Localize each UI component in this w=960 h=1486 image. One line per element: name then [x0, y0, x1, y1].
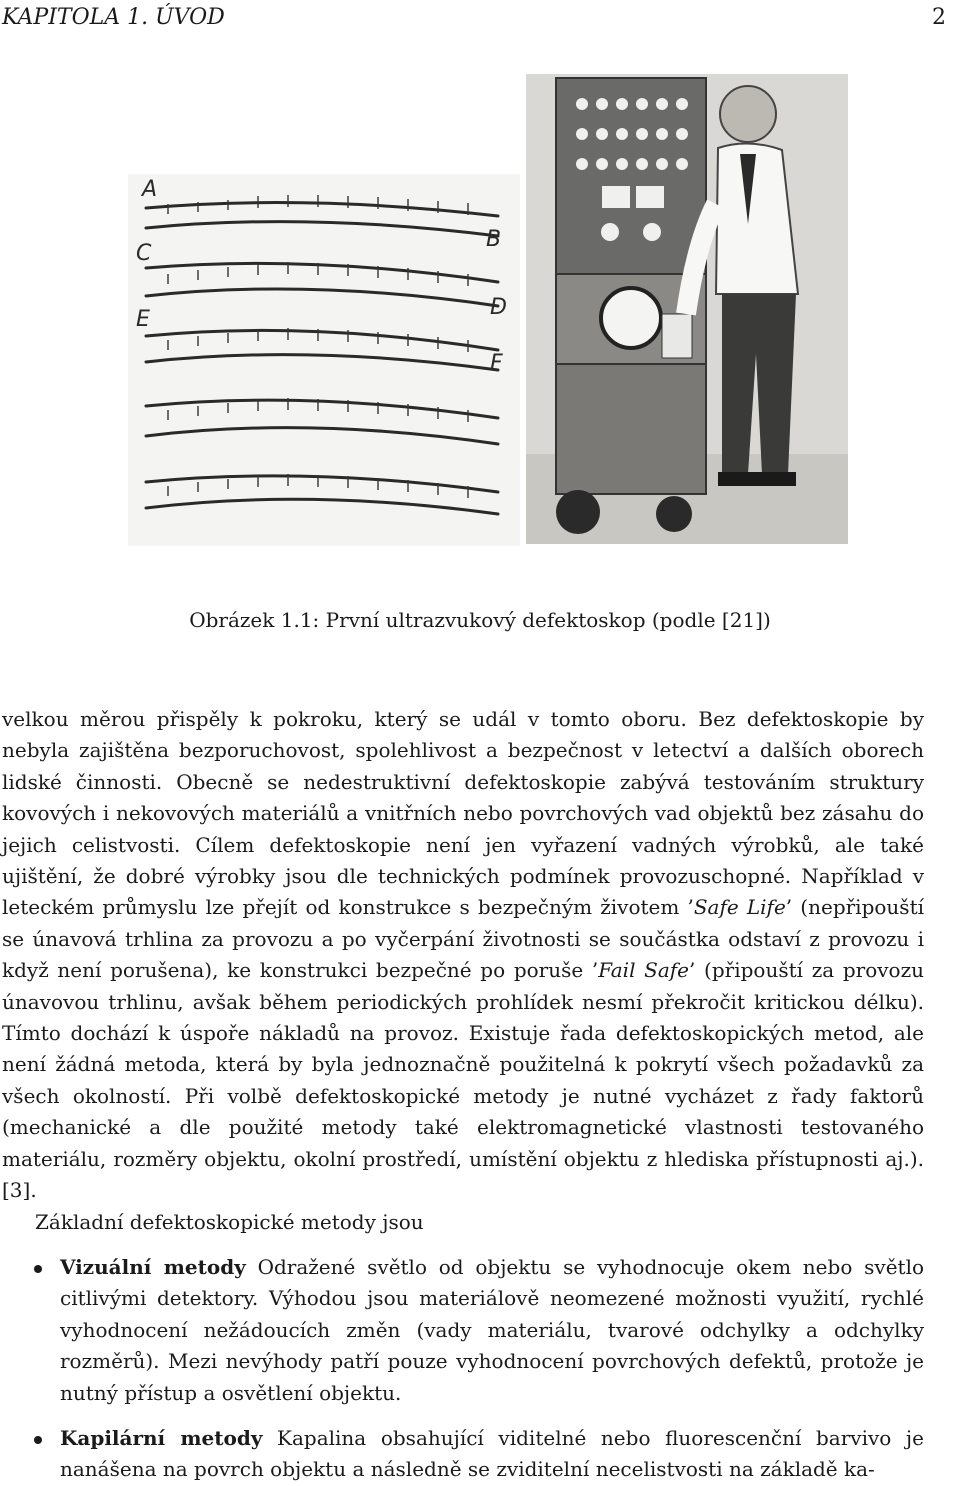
- method-term: Vizuální metody: [60, 1254, 246, 1279]
- trace-label-e: E: [136, 307, 150, 332]
- defectoscope-machine-photo: [526, 74, 848, 544]
- machine-operator-illustration: [526, 74, 848, 544]
- figure-caption: Obrázek 1.1: První ultrazvukový defektoskop (podle [21]): [189, 608, 771, 632]
- chapter-title: KAPITOLA 1. ÚVOD: [2, 5, 225, 30]
- method-description: Kapalina obsahující viditelné nebo fluorescenční barvivo je nanášena na povrch objektu a následně se zviditelní necelistvosti na základě ka-: [60, 1425, 924, 1482]
- paragraph: velkou měrou přispěly k pokroku, který se udál v tomto oboru. Bez defektoskopie by nebyla zajištěna bezporuchovost, spolehlivost a bezpečnost v letectví a dalších oborech lidské činnosti. Obecně se nedestruktivní defektoskopie zabývá testováním struktury kovových i nekovových materiálů a vnitřních nebo povrchových vad objektů bez zásahu do jejich celistvosti. Cílem defektoskopie není jen vyřazení vadných výrobků, ale také ujištění, že dobré výrobky jsou dle technických podmínek provozuschopné. Například v leteckém průmyslu lze přejít od konstrukce s bezpečným životem ’Safe Life’ (nepřipouští se únavová trhlina za provozu a po vyčerpání životnosti se součástka odstaví z provozu i když není porušena), ke konstrukci bezpečné po poruše ’Fail Safe’ (připouští za provozu únavovou trhlinu, avšak během periodických prohlídek nesmí překročit kritickou délku). Tímto dochází k úspoře nákladů na provoz. Existuje řada defektoskopických metod, ale není žádná metoda, která by byla jednoznačně použitelná k pokrytí všech požadavků za všech okolností. Při volbě defektoskopické metody je nutné vycházet z řady faktorů (mechanické a dle použité metody také elektromagnetické vlastnosti testovaného materiálu, rozměry objektu, okolní prostředí, umístění objektu z hlediska přístupnosti aj.). [3].: [2, 707, 924, 1203]
- bullet-icon: [34, 1436, 42, 1444]
- trace-label-c: C: [136, 241, 152, 266]
- methods-list: [2, 1252, 924, 1486]
- method-term: Kapilární metody: [60, 1425, 263, 1450]
- list-item: [2, 1252, 924, 1409]
- trace-label-f: F: [490, 351, 503, 376]
- oscilloscope-traces-photo: [128, 174, 520, 546]
- traces-illustration: [128, 174, 520, 546]
- figure: [128, 74, 848, 544]
- method-description: Odražené světlo od objektu se vyhodnocuje okem nebo světlo citlivými detektory. Výhodou jsou materiálově neomezené možnosti využití, rychlé vyhodnocení nežádoucích změn (vady materiálu, tvarové odchylky a odchylky rozměrů). Mezi nevýhody patří pouze vyhodnocení povrchových defektů, protože je nutný přístup a osvětlení objektu.: [60, 1254, 925, 1405]
- trace-label-d: D: [490, 295, 507, 320]
- fail-safe-term: Fail Safe: [598, 958, 690, 983]
- page-header: [0, 2, 960, 34]
- body-text: [2, 704, 924, 1486]
- bullet-icon: [34, 1265, 42, 1273]
- trace-label-a: A: [142, 177, 158, 202]
- list-intro: Základní defektoskopické metody jsou: [35, 1209, 424, 1234]
- trace-label-b: B: [486, 227, 502, 252]
- list-item: [2, 1423, 924, 1486]
- safe-life-term: Safe Life: [693, 895, 786, 920]
- page-number: 2: [932, 5, 946, 30]
